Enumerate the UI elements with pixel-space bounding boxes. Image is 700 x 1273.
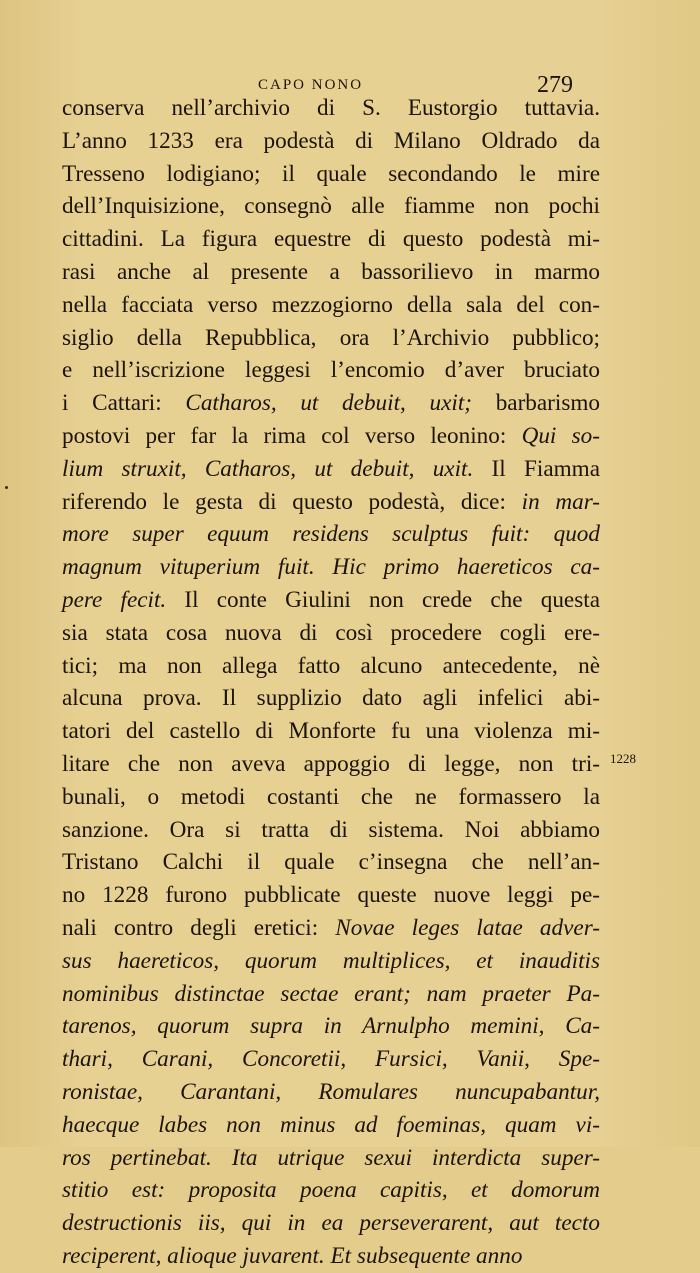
italic-text: in mar-: [521, 488, 600, 515]
text-line: [62, 650, 600, 683]
roman-text: sia stata cosa nuova di così procedere cogli ere-: [62, 619, 600, 646]
text-line: [62, 551, 600, 584]
roman-text: dell’Inquisizione, consegnò alle fiamme non pochi: [62, 193, 600, 220]
text-line: [62, 1010, 600, 1043]
roman-text: e nell’iscrizione leggesi l’encomio d’aver bruciato: [62, 357, 600, 384]
body-text: [62, 92, 600, 1273]
roman-text: Il conte Giulini non crede che questa: [166, 586, 600, 613]
italic-text: lium struxit, Catharos, ut debuit, uxit.: [62, 455, 474, 482]
margin-note-year: 1228: [610, 751, 636, 766]
text-line: [62, 518, 600, 551]
text-line: [62, 453, 600, 486]
italic-text: Novae leges latae adver-: [335, 914, 600, 941]
roman-text: bunali, o metodi costanti che ne formassero la: [62, 783, 600, 810]
italic-text: ronistae, Carantani, Romulares nuncupabantur,: [62, 1078, 600, 1105]
roman-text: nali contro degli eretici:: [62, 914, 336, 941]
text-line: [62, 92, 600, 125]
text-line: [62, 748, 600, 781]
text-line: [62, 682, 600, 715]
roman-text: rasi anche al presente a bassorilievo in marmo: [62, 258, 600, 285]
text-line: [62, 1174, 600, 1207]
italic-text: sus haereticos, quorum multiplices, et inauditis: [62, 947, 600, 974]
roman-text: postovi per far la rima col verso leonino:: [62, 422, 522, 449]
italic-text: Catharos, ut debuit, uxit;: [185, 390, 472, 417]
roman-text: conserva nell’archivio di S. Eustorgio tuttavia.: [62, 95, 600, 121]
text-line: [62, 190, 600, 223]
text-line: [62, 1142, 600, 1175]
text-line: [62, 256, 600, 289]
roman-text: no 1228 furono pubblicate queste nuove leggi pe-: [62, 882, 600, 909]
italic-text: tarenos, quorum supra in Arnulpho memini, Ca-: [62, 1013, 600, 1040]
text-line: [62, 617, 600, 650]
text-line: [62, 420, 600, 453]
text-line: [62, 814, 600, 847]
text-line: [62, 781, 600, 814]
italic-text: stitio est: proposita poena capitis, et domorum: [62, 1177, 600, 1204]
italic-text: ros pertinebat. Ita utrique sexui interdicta super-: [62, 1144, 600, 1171]
text-line: [62, 846, 600, 879]
text-line: [62, 1109, 600, 1142]
italic-text: more super equum residens sculptus fuit: quod: [62, 521, 600, 548]
italic-text: pere fecit.: [62, 586, 167, 613]
text-line: [62, 1043, 600, 1076]
text-line: [62, 978, 600, 1011]
text-line: [62, 158, 600, 191]
roman-text: L’anno 1233 era podestà di Milano Oldrado da: [62, 127, 600, 154]
italic-text: Qui so-: [521, 422, 600, 449]
text-line: [62, 289, 600, 322]
roman-text: alcuna prova. Il supplizio dato agli infelici abi-: [62, 685, 600, 712]
italic-text: reciperent, alioque juvarent. Et subsequente anno: [62, 1242, 523, 1269]
roman-text: Tristano Calchi il quale c’insegna che nell’an-: [62, 849, 600, 876]
roman-text: nella facciata verso mezzogiorno della sala del con-: [62, 291, 600, 318]
roman-text: barbarismo: [472, 390, 600, 417]
italic-text: destructionis iis, qui in ea perseverarent, aut tecto: [62, 1210, 600, 1237]
running-title: CAPO NONO: [258, 77, 364, 93]
roman-text: tatori del castello di Monforte fu una violenza mi-: [62, 718, 600, 745]
text-line: [62, 912, 600, 945]
text-line: [62, 486, 600, 519]
text-line: [62, 1207, 600, 1240]
roman-text: Il Fiamma: [473, 455, 600, 482]
text-line: [62, 1076, 600, 1109]
text-line: [62, 354, 600, 387]
roman-text: riferendo le gesta di questo podestà, dice:: [62, 488, 522, 515]
italic-text: thari, Carani, Concoretii, Fursici, Vanii, Spe-: [62, 1046, 600, 1073]
roman-text: litare che non aveva appoggio di legge, non tri-: [62, 750, 600, 777]
text-line: [62, 125, 600, 158]
text-line: [62, 879, 600, 912]
roman-text: sanzione. Ora si tratta di sistema. Noi abbiamo: [62, 816, 600, 843]
text-line: [62, 322, 600, 355]
roman-text: tici; ma non allega fatto alcuno antecedente, nè: [62, 652, 600, 679]
text-line: [62, 715, 600, 748]
margin-speck: [5, 486, 8, 489]
roman-text: Tresseno lodigiano; il quale secondando le mire: [62, 160, 600, 187]
text-line: [62, 945, 600, 978]
page-number: 279: [537, 72, 573, 98]
roman-text: i Cattari:: [62, 390, 186, 417]
text-line: [62, 223, 600, 256]
roman-text: cittadini. La figura equestre di questo podestà mi-: [62, 226, 600, 253]
text-line: [62, 584, 600, 617]
text-line: [62, 387, 600, 420]
italic-text: magnum vituperium fuit. Hic primo haereticos ca-: [62, 554, 600, 581]
italic-text: haecque labes non minus ad foeminas, quam vi-: [62, 1111, 600, 1138]
italic-text: nominibus distinctae sectae erant; nam praeter Pa-: [62, 980, 600, 1007]
roman-text: siglio della Repubblica, ora l’Archivio pubblico;: [62, 324, 600, 351]
text-line: [62, 1240, 600, 1273]
